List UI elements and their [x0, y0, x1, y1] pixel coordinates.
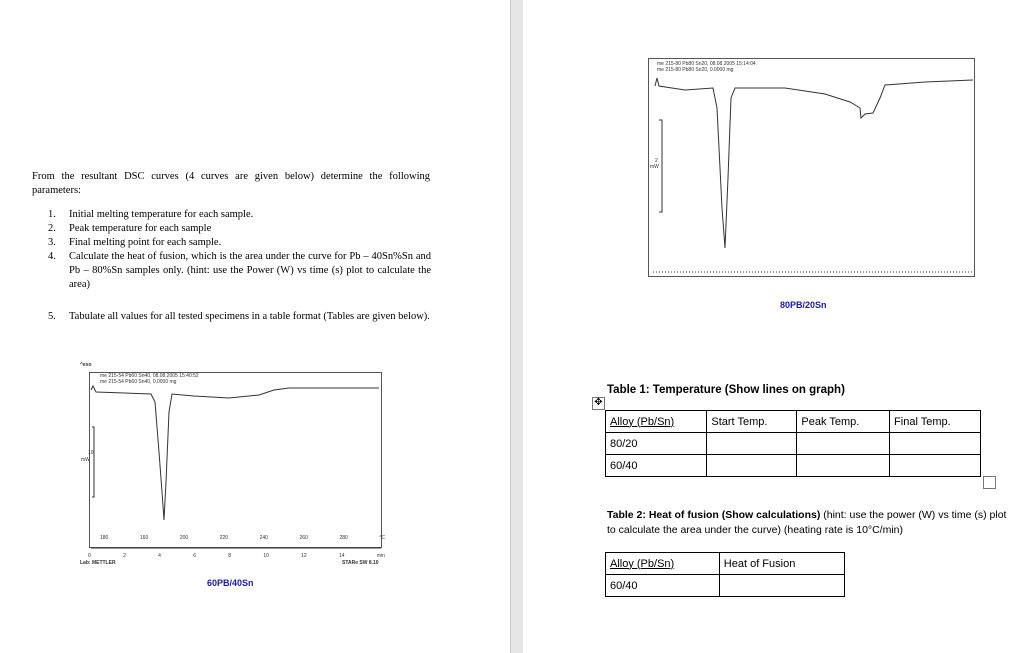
time-tick: 12 [301, 553, 307, 559]
page-gutter [510, 0, 524, 653]
table-cell[interactable]: 60/40 [606, 455, 707, 477]
dsc-chart-80-20 [645, 58, 975, 288]
temp-tick: 180 [100, 535, 109, 541]
temp-tick: 200 [179, 535, 189, 541]
list-number: 4. [48, 251, 56, 262]
table-cell[interactable] [797, 433, 890, 455]
table-header: Peak Temp. [797, 411, 890, 433]
table-cell[interactable]: 80/20 [606, 433, 707, 455]
document-page-right [523, 0, 1024, 653]
lab-label: Lab: METTLER [80, 560, 116, 566]
temp-tick: 240 [259, 535, 268, 541]
table-header-row [606, 553, 845, 575]
table-row [606, 433, 981, 455]
table2-hint: (hint: use the power (W) vs time (s) plot to calculate the area under the curve) (heating rate is 10°C/min) [607, 509, 1007, 536]
software-label: STARe SW 8.10 [342, 560, 379, 566]
dsc-chart-60-40 [80, 362, 400, 572]
table-cell[interactable] [890, 433, 981, 455]
chart-caption: 80PB/20Sn [780, 300, 827, 310]
table-row [606, 455, 981, 477]
list-number: 5. [48, 311, 56, 322]
scale-unit: mW [650, 164, 659, 170]
chart-caption: 60PB/40Sn [207, 578, 254, 588]
temp-tick: 220 [219, 535, 229, 541]
table1-title: Table 1: Temperature (Show lines on graph) [607, 384, 845, 396]
time-tick: 2 [123, 553, 126, 559]
table-cell[interactable] [707, 455, 797, 477]
table-header: Alloy (Pb/Sn) [606, 553, 720, 575]
dsc-curve [655, 78, 973, 248]
table-cell[interactable] [890, 455, 981, 477]
chart-header-line: me 215-54 Pb60 Sn40, 0.0000 mg [100, 379, 177, 385]
table-move-handle-icon[interactable]: ✥ [592, 397, 605, 410]
list-text: Initial melting temperature for each sample. [69, 209, 254, 220]
table-header: Alloy (Pb/Sn) [606, 411, 707, 433]
table-row [606, 575, 845, 597]
scale-unit: mW [81, 457, 90, 463]
chart-header-line: me 215-80 Pb80 Sn20, 08.08.2005 15:14:04 [657, 61, 756, 67]
time-tick: 10 [263, 553, 269, 559]
time-tick: 8 [228, 553, 232, 559]
temp-tick: °C [379, 535, 385, 541]
table-cell[interactable]: 60/40 [606, 575, 720, 597]
list-number: 3. [48, 237, 56, 248]
temperature-table [605, 410, 981, 477]
list-text: Peak temperature for each sample [69, 223, 212, 234]
time-tick: 14 [339, 553, 345, 559]
time-tick: 0 [88, 553, 91, 559]
temp-tick: 160 [139, 535, 149, 541]
list-number: 2. [48, 223, 56, 234]
table-resize-handle-icon[interactable] [983, 476, 996, 489]
list-text: Calculate the heat of fusion, which is the area under the curve for Pb – 40Sn%Sn and Pb – 80%Sn samples only. (hint: use the Power (W) vs time (s) plot to calculate the area) [69, 251, 431, 290]
dsc-curve-plot [645, 58, 975, 288]
time-tick: min [376, 553, 385, 559]
table-header-row [606, 411, 981, 433]
time-tick: 4 [158, 553, 161, 559]
time-tick: 6 [193, 553, 196, 559]
exo-label: ^exo [80, 362, 92, 368]
scale-value: 2 [655, 158, 658, 164]
chart-header-line: me 215-54 Pb60 Sn40, 08.08.2005 15:40:52 [100, 373, 199, 379]
table-cell[interactable] [707, 433, 797, 455]
table2-title [607, 508, 1007, 538]
scale-value: 10 [88, 450, 94, 456]
table-header: Start Temp. [707, 411, 797, 433]
list-text: Tabulate all values for all tested specimens in a table format (Tables are given below). [69, 311, 430, 322]
table-cell[interactable] [719, 575, 844, 597]
table2-title-bold: Table 2: Heat of fusion (Show calculations) [607, 509, 821, 521]
table-header: Heat of Fusion [719, 553, 844, 575]
document-page-left [0, 0, 510, 653]
dsc-curve [91, 386, 379, 520]
list-text: Final melting point for each sample. [69, 237, 222, 248]
dsc-curve-plot [89, 372, 394, 562]
table-cell[interactable] [797, 455, 890, 477]
chart-header-line: me 215-80 Pb80 Sn20, 0.0000 mg [657, 67, 734, 73]
table-header: Final Temp. [890, 411, 981, 433]
intro-paragraph: From the resultant DSC curves (4 curves are given below) determine the following parameters: [32, 171, 430, 196]
temp-tick: 260 [299, 535, 308, 541]
temp-tick: 280 [339, 535, 348, 541]
list-number: 1. [48, 209, 56, 220]
heat-of-fusion-table [605, 552, 845, 597]
